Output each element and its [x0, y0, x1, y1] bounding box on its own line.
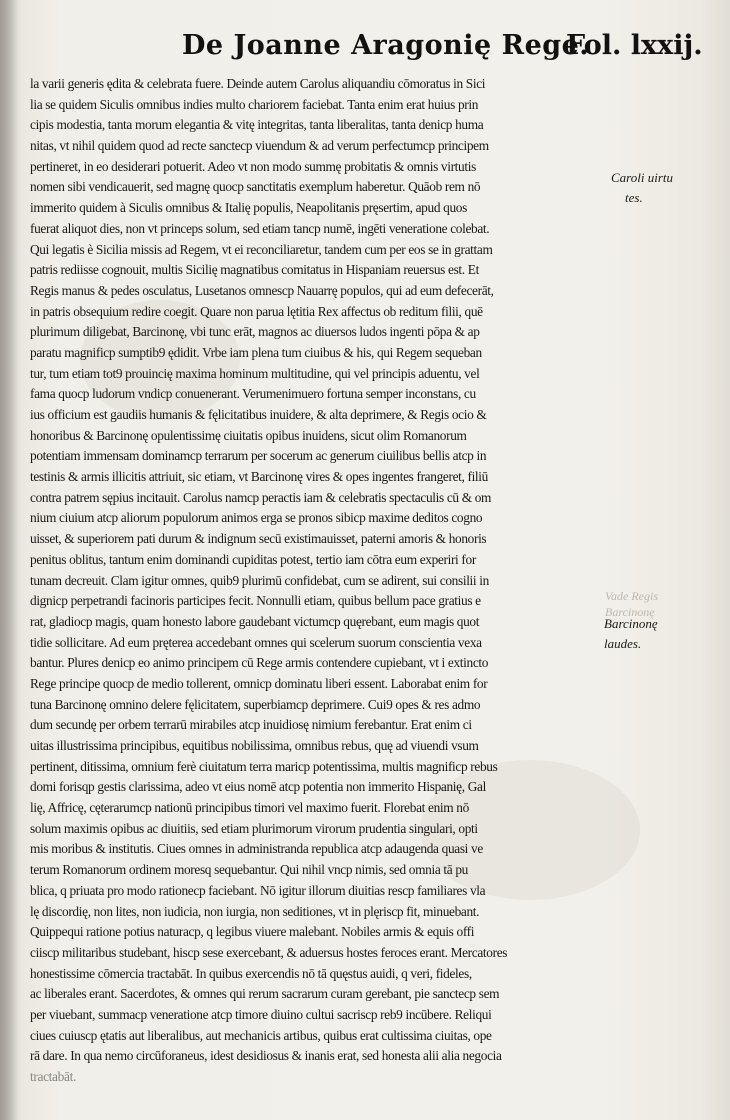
marginal-note-line: laudes.	[604, 636, 642, 651]
text-line: la varii generis ędita & celebrata fuere. Deinde autem Carolus aliquandiu cōmoratus in Sici	[30, 76, 486, 91]
text-line: terum Romanorum ordinem moresq sequebantur. Qui nihil vncp nimis, sed omnia tā pu	[30, 862, 468, 878]
folio-number: Fol. lxxij.	[566, 30, 703, 61]
text-line: fama quocp ludorum vndicp conuenerant. Verumenimuero fortuna semper inconstans, cu	[30, 386, 476, 402]
text-line: mis moribus & institutis. Ciues omnes in administranda republica atcp adaugenda quasi ve	[30, 841, 483, 857]
text-line: patris rediisse cognouit, multis Sicilię magnatibus comitatus in Hispaniam reuersus est. Et	[30, 262, 479, 278]
text-line: fuerat aliquot dies, non vt princeps solum, sed etiam tancp numē, ingēti veneratione colebat.	[30, 220, 490, 236]
text-line: tidie sollicitare. Ad eum pręterea accedebant omnes qui scelerum suorum conscientia vexa	[30, 634, 482, 650]
marginal-note-line: tes.	[625, 190, 643, 205]
text-line: domi forisqp gestis clarissima, adeo vt eius nomē atcp potentia non immerito Hispanię, Gal	[30, 779, 486, 795]
text-line: ciues cuiuscp ętatis aut liberalibus, aut mechanicis artibus, quibus erat cultissima ciuitas, ope	[30, 1027, 492, 1043]
text-line: in patris obsequium redire coegit. Quare non parua lętitia Rex affectus ob reditum filii, quē	[30, 303, 483, 319]
text-line: ac liberales erant. Sacerdotes, & omnes qui rerum sacrarum curam gerebant, pie sanctecp sem	[30, 986, 500, 1002]
text-line: nomen sibi vendicauerit, sed magnę quocp sanctitatis exemplum haberetur. Quāob rem nō	[30, 179, 481, 195]
text-line: immerito quidem à Siculis omnibus & Italię populis, Neapolitanis pręsertim, apud quos	[30, 200, 467, 216]
text-line: nitas, vt nihil quidem quod ad recte sanctecp viuendum & ad verum perfectumcp principem	[30, 138, 489, 154]
text-line: per viuebant, summacp veneratione atcp timore diuino cultui sacriscp reb9 incūbere. Reliqui	[30, 1006, 492, 1022]
marginal-note-line: Barcinonę	[604, 616, 658, 631]
text-line: uitas illustrissima principibus, equitibus nobilissima, omnibus rebus, quę ad viuendi vsum	[30, 738, 479, 753]
text-line: ius officium est gaudiis humanis & fęlicitatibus inuidere, & alta deprimere, & Regis ocio &	[30, 407, 487, 422]
text-line: potentiam immensam dominamcp terrarum per socerum ac generum ciuilibus bellis atcp in	[30, 448, 487, 464]
marginal-note-barcinone	[604, 614, 658, 654]
text-line: ciiscp militaribus studebant, hiscp sese exercebant, & aduersus hostes feroces erant. Mercatores	[30, 944, 508, 960]
text-line: Qui legatis è Sicilia missis ad Regem, vt ei reconciliaretur, tandem cum per eos se in grattam	[30, 241, 493, 257]
text-line: blica, q priuata pro modo rationecp faciebant. Nō igitur illorum diuitias rescp familiares vla	[30, 882, 486, 898]
main-text-block	[30, 74, 600, 1088]
text-line: tunam decreuit. Clam igitur omnes, quib9 plurimū confidebat, cum se adirent, sui consilii in	[30, 572, 489, 588]
text-line: nium ciuium atcp aliorum populorum animos erga se pronos sibicp maxime deditos cogno	[30, 510, 483, 526]
text-line: lę discordię, non lites, non iudicia, non iurgia, non seditiones, vt in plęriscp fit, minuebant.	[30, 903, 480, 919]
text-line: uisset, & superiorem pati durum & indignum secū existimauisset, paterni amoris & honoris	[30, 531, 487, 547]
text-line: Quippequi ratione potius naturacp, q legibus viuere malebant. Nobiles armis & equis offi	[30, 924, 475, 940]
text-line: paratu magnificp sumptib9 ędidit. Vrbe iam plena tum ciuibus & his, qui Regem sequeban	[30, 344, 482, 360]
text-line: Rege principe quocp de medio tollerent, omnicp dominatu liberi essent. Laborabat enim for	[30, 675, 488, 691]
text-line: dignicp perpetrandi facinoris participes fecit. Nonnulli etiam, quibus bellum pace gratius e	[30, 593, 481, 609]
faint-note-line: Barcinonę	[605, 605, 655, 619]
marginal-note-caroli	[611, 168, 673, 208]
text-line: pertinent, ditissima, omnium ferè ciuitatum terra maricp potentissima, multis magnificp rebus	[30, 758, 498, 774]
gutter-shadow	[0, 0, 18, 1120]
text-line: lia se quidem Siculis omnibus indies multo chariorem faciebat. Tanta enim erat huius prin	[30, 96, 479, 112]
text-line: tur, tum etiam tot9 prouincię maxima hominum multitudine, qui vel principis aduentu, vel	[30, 365, 480, 381]
text-line: honestissime cōmercia tractabāt. In quibus exercendis nō tā quęstus auidi, q veri, fideles,	[30, 965, 472, 981]
text-line: solum maximis opibus ac diuitiis, sed etiam plurimorum virorum prudentia singulari, opti	[30, 820, 478, 836]
text-line: honoribus & Barcinonę opulentissimę ciuitatis opibus inuidens, sicut olim Romanorum	[30, 427, 467, 443]
text-line: cipis modestia, tanta morum elegantia & vitę integritas, tanta liberalitas, tanta denicp huma	[30, 117, 484, 133]
text-line: dum secundę per orbem terrarū mirabiles atcp inuidiosę nimium ferebantur. Erat enim ci	[30, 717, 472, 733]
text-line: lię, Affricę, cęterarumcp nationū principibus timori vel maximo fuerit. Florebat enim nō	[30, 800, 469, 816]
text-line: tuna Barcinonę omnino delere fęlicitatem, superbiamcp deprimere. Cui9 opes & res admo	[30, 696, 481, 712]
text-line: rā dare. In qua nemo circūforaneus, idest desidiosus & inanis erat, sed honesta alii alia negocia	[30, 1048, 502, 1064]
text-line: plurimum diligebat, Barcinonę, vbi tunc erāt, magnos ac diuersos ludos ingenti pōpa & ap	[30, 324, 480, 340]
text-line: pertineret, in eo desiderari potuerit. Adeo vt non modo summę probitatis & omnis virtutis	[30, 158, 476, 174]
text-line: testinis & armis illicitis attriuit, sic etiam, vt Barcinonę vires & opes ingentes frangeret, filiū	[30, 469, 488, 485]
marginal-note-line: Caroli uirtu	[611, 170, 674, 185]
text-line: rat, gladiocp magis, quam honesto labore gaudebant victumcp quęrebant, eum magis quot	[30, 613, 480, 629]
text-line: Regis manus & pedes osculatus, Lusetanos omnescp Nauarrę populos, qui ad eum defecerāt,	[30, 282, 494, 298]
text-line: tractabāt.	[30, 1069, 76, 1084]
text-line: contra patrem sępius incitauit. Carolus namcp peractis iam & celebratis spectaculis cū & om	[30, 489, 492, 505]
running-title: De Joanne Aragonię Rege.	[182, 30, 590, 61]
text-line: penitus oblitus, tantum enim dominandi cupiditas potest, tertio iam cōtra eum experiri for	[30, 551, 476, 567]
faint-note-line: Vade Regis	[605, 589, 658, 603]
text-line: bantur. Plures denicp eo animo principem cū Rege armis contendere cupiebant, vt i extincto	[30, 655, 489, 671]
